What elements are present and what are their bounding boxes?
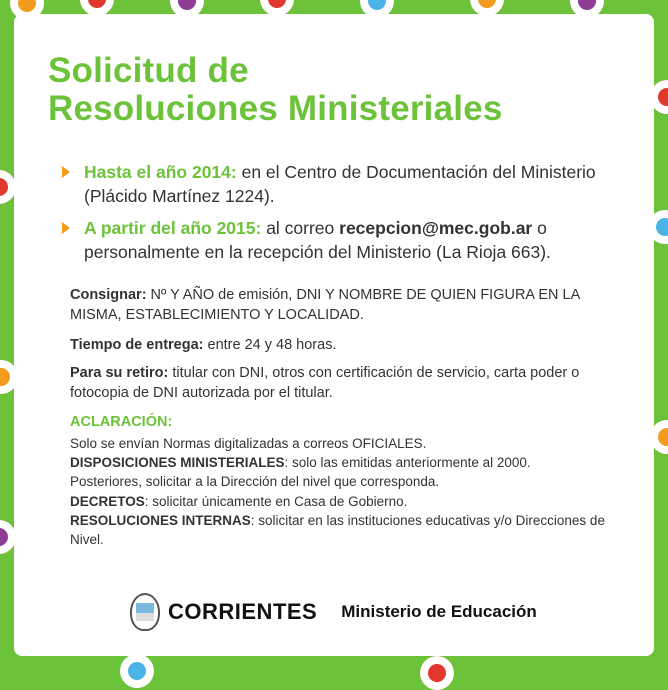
- bullet-lead: A partir del año 2015:: [84, 218, 262, 238]
- bullet-until-2014: [84, 160, 644, 208]
- consignar-paragraph: [70, 286, 590, 325]
- disp-text: : solo las emitidas anteriormente al 2000.: [284, 455, 531, 471]
- province-name: CORRIENTES: [168, 599, 318, 624]
- aclaracion-title: ACLARACIÓN:: [70, 414, 173, 430]
- consignar-text: Nº Y AÑO de emisión, DNI Y NOMBRE DE QUIEN FIGURA EN LA MISMA, ESTABLECIMIENTO Y LOCALIDAD.: [70, 287, 580, 323]
- aclaracion-body: [70, 434, 610, 549]
- page-title: [48, 52, 503, 128]
- email-address: recepcion@mec.gob.ar: [339, 218, 533, 238]
- dec-text: : solicitar únicamente en Casa de Gobierno.: [144, 493, 408, 509]
- chevron-right-icon: [62, 222, 70, 234]
- map-pin-icon: [120, 654, 154, 688]
- bullet-lead: Hasta el año 2014:: [84, 162, 237, 182]
- province-seal-icon: [130, 593, 160, 631]
- map-pin-icon: [420, 656, 454, 690]
- aclaracion-line: Solo se envían Normas digitalizadas a correos OFICIALES.: [70, 436, 427, 451]
- bullet-from-2015: [84, 216, 604, 264]
- bullet-text: o personalmente en la recepción del Ministerio (La Rioja 663).: [84, 218, 551, 262]
- footer: [130, 592, 537, 632]
- title-line-2: Resoluciones Ministeriales: [48, 89, 503, 128]
- disp-label: DISPOSICIONES MINISTERIALES: [70, 455, 285, 471]
- tiempo-text: entre 24 y 48 horas.: [203, 337, 337, 353]
- bullet-text: en el Centro de Documentación del Ministerio (Plácido Martínez 1224).: [84, 162, 596, 206]
- aclaracion-line: [70, 453, 610, 472]
- bullet-text: al correo: [261, 218, 340, 238]
- chevron-right-icon: [62, 166, 70, 178]
- ministry-name: Ministerio de Educación: [341, 602, 537, 621]
- tiempo-label: Tiempo de entrega:: [70, 337, 204, 353]
- tiempo-paragraph: [70, 336, 590, 356]
- res-label: RESOLUCIONES INTERNAS: [70, 512, 251, 528]
- title-line-1: Solicitud de: [48, 51, 249, 90]
- retiro-label: Para su retiro:: [70, 365, 169, 381]
- retiro-text: titular con DNI, otros con certificación de servicio, carta poder o fotocopia de DNI autorizada por el titular.: [70, 365, 580, 401]
- aclaracion-line: [70, 511, 610, 549]
- aclaracion-line: [70, 492, 610, 511]
- consignar-label: Consignar:: [70, 287, 147, 303]
- dec-label: DECRETOS: [70, 493, 145, 509]
- retiro-paragraph: [70, 364, 590, 403]
- aclaracion-line: Posteriores, solicitar a la Dirección del nivel que corresponda.: [70, 474, 440, 490]
- res-text: : solicitar en las instituciones educativas y/o Direcciones de Nivel.: [70, 512, 605, 548]
